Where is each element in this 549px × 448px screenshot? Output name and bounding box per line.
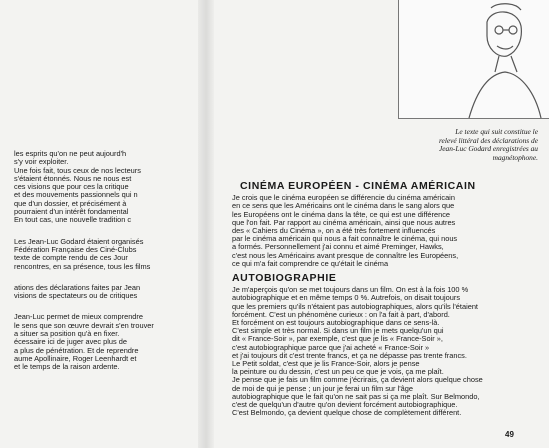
text-line: les esprits qu'on ne peut aujourd'h xyxy=(14,150,127,158)
text-line: Je m'aperçois qu'on se met toujours dans un film. On est à la fois 100 % xyxy=(232,286,469,295)
right-column xyxy=(232,182,532,417)
text-line: c'est nous les Américains avant presque de connaître les Européens, xyxy=(232,251,459,260)
text-line: et le temps de la raison ardente. xyxy=(14,363,120,372)
text-line: s'y voir exploiter. xyxy=(14,158,69,167)
caption-line: relevé littéral des déclarations de xyxy=(438,136,538,145)
text-line: pourraient d'un intérêt fondamental xyxy=(14,208,129,217)
text-line: En tout cas, une nouvelle tradition c xyxy=(14,216,132,225)
text-line: a plus de pénétration. Et de reprendre xyxy=(14,346,139,355)
text-line: les Européens ont le cinéma dans la tête, ce qui est une différence xyxy=(232,210,451,219)
text-line: aume Apollinaire, Roger Leenhardt et xyxy=(14,354,137,363)
text-line: Fédération Française des Ciné-Clubs xyxy=(14,245,137,254)
text-line: Et forcément on est toujours autobiographique dans ce sens-là. xyxy=(232,319,440,328)
text-line: le sens que son œuvre devrait s'en trouver xyxy=(14,321,154,330)
text-line: autobiographique que le fait qu'on ne sait pas si ça me plaît. Sur Belmondo, xyxy=(232,392,480,401)
caption-line: Jean-Luc Godard enregistrées au xyxy=(438,145,538,154)
text-line: a situer sa position qu'à en fixer. xyxy=(14,330,120,339)
text-line: a formés. Personnellement j'ai connu et aimé Preminger, Hawks, xyxy=(232,243,444,252)
left-column xyxy=(14,150,184,385)
text-line: C'est Belmondo, ça devient quelque chose de complètement différent. xyxy=(232,409,462,418)
text-line: C'est simple et très normal. Si dans un film je mets quelqu'un qui xyxy=(232,327,444,336)
left-paragraph-3 xyxy=(14,284,184,301)
text-line: dit « France-Soir », par exemple, c'est que je lis « France-Soir », xyxy=(232,335,443,344)
text-line: ations des déclarations faites par Jean xyxy=(14,283,141,292)
text-line: Je pense que je fais un film comme j'écrirais, ça devient alors quelque chose xyxy=(232,376,483,385)
text-line: Les Jean-Luc Godard étaient organisés xyxy=(14,237,144,246)
portrait-sketch-icon xyxy=(399,0,549,118)
portrait-photo xyxy=(398,0,549,119)
paragraph-cinema xyxy=(232,194,532,268)
text-line: rencontres, en sa présence, tous les films xyxy=(14,262,151,271)
left-paragraph-4 xyxy=(14,313,184,371)
text-line: Je crois que le cinéma européen se différencie du cinéma américain xyxy=(232,194,455,203)
text-line: de moi de qui je pense ; un jour je ferai un film sur l'âge xyxy=(232,384,413,393)
caption-line: magnétophone. xyxy=(492,153,538,162)
text-line: la peinture ou du dessin, c'est un peu ce que je vois, ça me plaît. xyxy=(232,368,444,377)
section-heading-autobiographie: AUTOBIOGRAPHIE xyxy=(232,272,337,285)
text-line: c'est de quelqu'un d'autre qu'on devient forcément autobiographique. xyxy=(232,401,458,410)
text-line: des « Cahiers du Cinéma », on a été très fortement influencés xyxy=(232,227,436,236)
text-line: ce qui m'a fait comprendre ce qu'était le cinéma xyxy=(232,259,389,268)
section-heading-cinema: CINÉMA EUROPÉEN - CINÉMA AMÉRICAIN xyxy=(240,180,476,192)
left-paragraph-2 xyxy=(14,238,184,271)
text-line: en ce sens que les Américains ont le cinéma dans le sang alors que xyxy=(232,202,455,211)
text-line: ces visions que pour ces la critique xyxy=(14,183,129,192)
text-line: que les premiers qu'ils n'étaient pas autobiographiques, alors qu'ils l'étaient xyxy=(232,302,478,311)
text-line: que l'on fait. Par rapport au cinéma américain, ainsi que nous autres xyxy=(232,218,456,227)
text-line: texte de compte rendu de ces Jour xyxy=(14,254,128,263)
text-line: c'est autobiographique parce que j'ai acheté « France-Soir » xyxy=(232,343,430,352)
text-line: que d'un dossier, et précisément à xyxy=(14,199,127,208)
paragraph-autobiographie xyxy=(232,286,532,417)
text-line: par le cinéma américain qui nous a fait connaître le cinéma, qui nous xyxy=(232,235,458,244)
text-line: Une fois fait, tous ceux de nos lecteurs xyxy=(14,166,141,175)
text-line: Le Petit soldat, c'est que je lis France-Soir, alors je pense xyxy=(232,360,420,369)
text-line: s'étaient étonnés. Nous ne nous est xyxy=(14,174,132,183)
text-line: Jean-Luc permet de mieux comprendre xyxy=(14,313,143,322)
caption-line: Le texte qui suit constitue le xyxy=(455,128,538,136)
text-line: visions de spectateurs ou de critiques xyxy=(14,292,138,301)
text-line: écessaire ici de juger avec plus de xyxy=(14,338,127,347)
page-gutter xyxy=(198,0,214,448)
page-number: 49 xyxy=(505,430,514,439)
text-line: forcément. C'est un phénomène curieux : on l'a fait à part, d'abord. xyxy=(232,310,450,319)
text-line: et des mouvements passionnels qui n xyxy=(14,191,138,200)
text-line: autobiographique et en même temps 0 %. Autrefois, on disait toujours xyxy=(232,294,461,303)
text-line: et j'ai toujours dit c'est trente francs, et ça ne dépasse pas trente francs. xyxy=(232,351,467,360)
photo-caption xyxy=(398,128,538,162)
left-paragraph-1 xyxy=(14,150,184,225)
